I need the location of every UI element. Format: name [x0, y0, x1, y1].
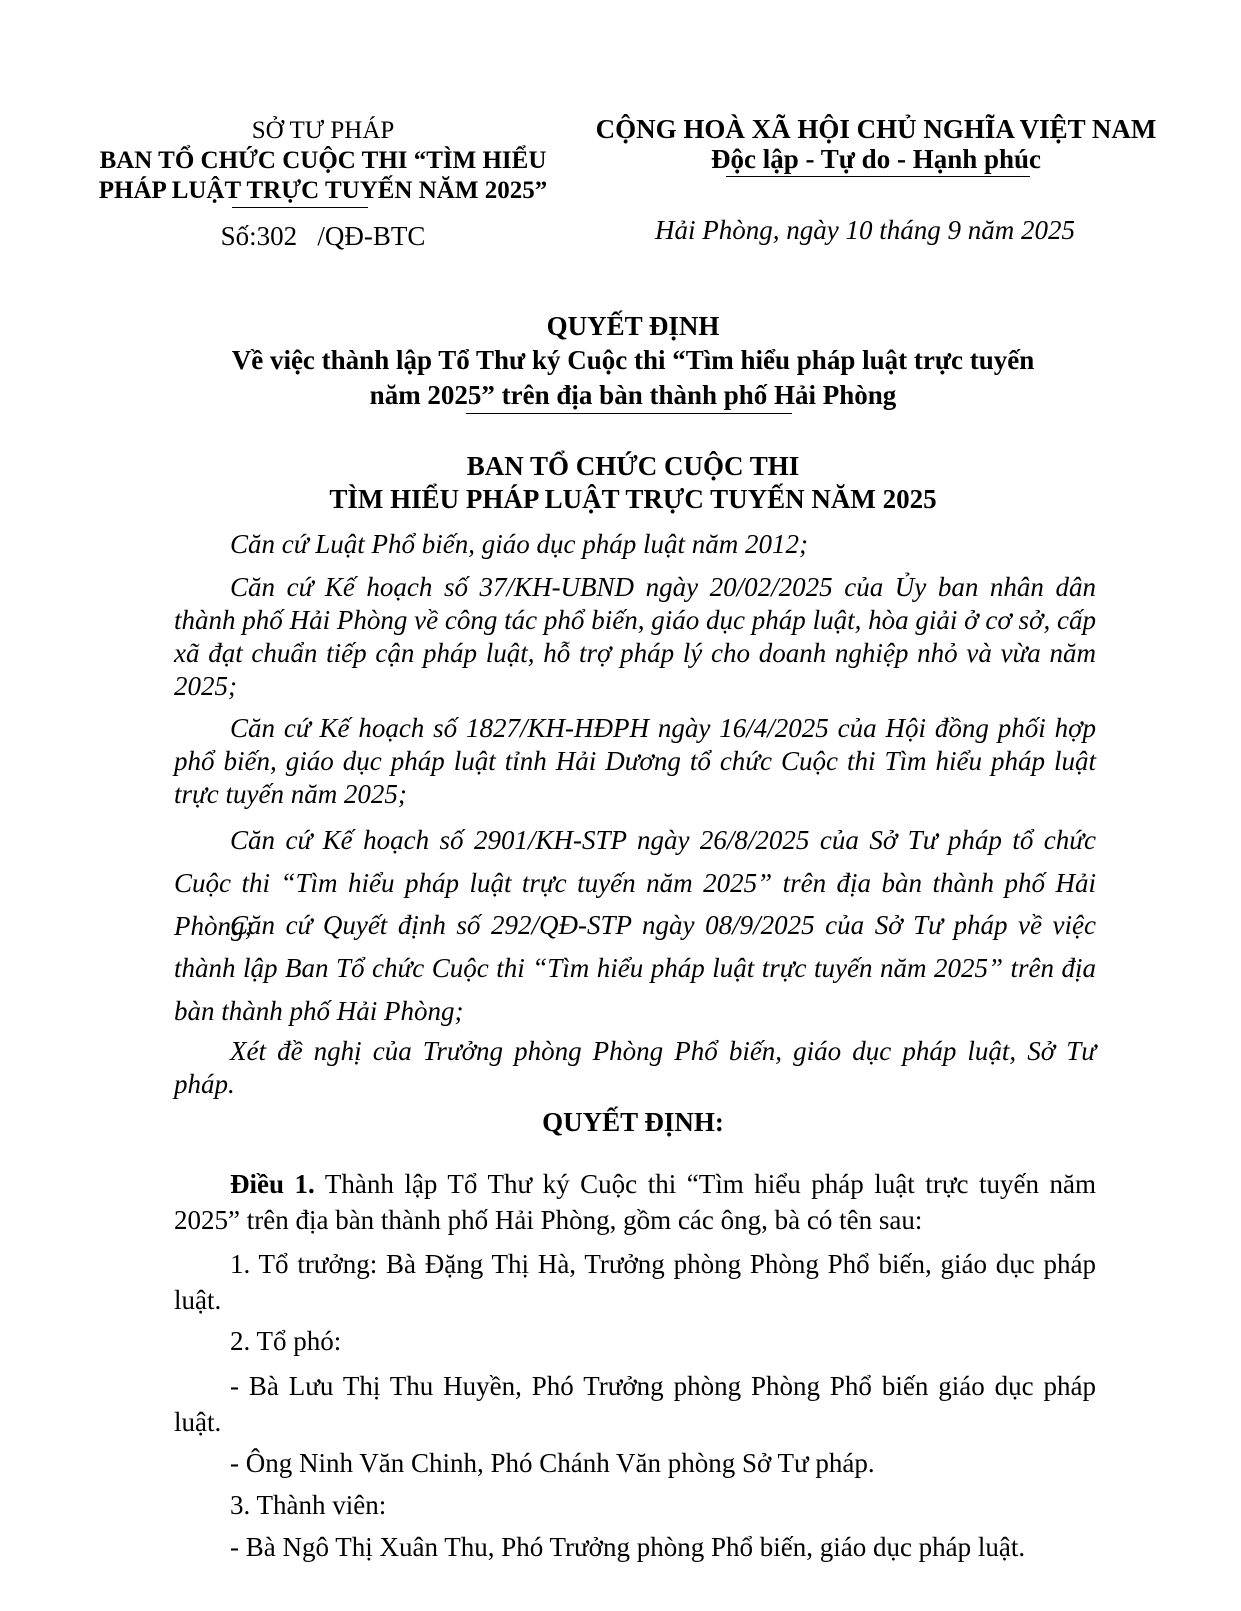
legal-basis-4: Căn cứ Kế hoạch số 2901/KH-STP ngày 26/8/2025 của Sở Tư pháp tổ chức Cuộc thi “Tìm hiểu pháp luật trực tuyến năm 2025” trên địa bàn thành phố Hải Phòng;	[174, 825, 1096, 941]
place-and-date: Hải Phòng, ngày 10 tháng 9 năm 2025	[655, 215, 1075, 245]
document-number: Số:302 /QĐ-BTC	[220, 221, 426, 251]
article-1-text: Thành lập Tổ Thư ký Cuộc thi “Tìm hiểu pháp luật trực tuyến năm 2025” trên địa bàn thành phố Hải Phòng, gồm các ông, bà có tên sau:	[174, 1169, 1096, 1235]
document-subject-line2: năm 2025” trên địa bàn thành phố Hải Phòng	[369, 380, 897, 410]
decision-heading: QUYẾT ĐỊNH:	[542, 1107, 724, 1137]
organizer-name-line2: PHÁP LUẬT TRỰC TUYẾN NĂM 2025”	[98, 177, 548, 204]
title-underline	[466, 413, 792, 414]
header-left-underline	[232, 207, 368, 208]
organizer-name-line1: BAN TỔ CHỨC CUỘC THI “TÌM HIỂU	[99, 147, 547, 174]
header-right-underline	[726, 176, 1030, 177]
secretariat-leader: 1. Tổ trưởng: Bà Đặng Thị Hà, Trưởng phòng Phòng Phổ biến, giáo dục pháp luật.	[174, 1249, 1096, 1315]
legal-basis-2: Căn cứ Kế hoạch số 37/KH-UBND ngày 20/02/2025 của Ủy ban nhân dân thành phố Hải Phòng về công tác phổ biến, giáo dục pháp luật, hòa giải ở cơ sở, cấp xã đạt chuẩn tiếp cận pháp luật, hỗ trợ pháp lý cho doanh nghiệp nhỏ và vừa năm 2025;	[174, 572, 1096, 701]
legal-basis-3: Căn cứ Kế hoạch số 1827/KH-HĐPH ngày 16/4/2025 của Hội đồng phối hợp phổ biến, giáo dục pháp luật tỉnh Hải Dương tổ chức Cuộc thi Tìm hiểu pháp luật trực tuyến năm 2025;	[174, 713, 1096, 809]
deputy-heading: 2. Tổ phó:	[230, 1326, 342, 1356]
document-subject-line1: Về việc thành lập Tổ Thư ký Cuộc thi “Tìm hiểu pháp luật trực tuyến	[231, 345, 1035, 375]
document-title: QUYẾT ĐỊNH	[546, 311, 720, 341]
legal-basis-6: Xét đề nghị của Trưởng phòng Phòng Phổ biến, giáo dục pháp luật, Sở Tư pháp.	[174, 1036, 1096, 1099]
national-motto: Độc lập - Tự do - Hạnh phúc	[710, 144, 1042, 174]
members-heading: 3. Thành viên:	[230, 1490, 387, 1520]
department-name: SỞ TƯ PHÁP	[251, 117, 395, 144]
authority-line2: TÌM HIỂU PHÁP LUẬT TRỰC TUYẾN NĂM 2025	[329, 484, 937, 514]
member-1: - Bà Ngô Thị Xuân Thu, Phó Trưởng phòng Phổ biến, giáo dục pháp luật.	[230, 1532, 1026, 1562]
authority-line1: BAN TỔ CHỨC CUỘC THI	[466, 451, 800, 481]
deputy-member-2: - Ông Ninh Văn Chinh, Phó Chánh Văn phòng Sở Tư pháp.	[230, 1448, 875, 1478]
article-1	[174, 1166, 1096, 1238]
country-name: CỘNG HOÀ XÃ HỘI CHỦ NGHĨA VIỆT NAM	[595, 114, 1157, 144]
legal-basis-1: Căn cứ Luật Phổ biến, giáo dục pháp luật năm 2012;	[230, 529, 808, 559]
legal-basis-5: Căn cứ Quyết định số 292/QĐ-STP ngày 08/9/2025 của Sở Tư pháp về việc thành lập Ban Tổ chức Cuộc thi “Tìm hiểu pháp luật trực tuyến năm 2025” trên địa bàn thành phố Hải Phòng;	[174, 910, 1096, 1026]
deputy-member-1: - Bà Lưu Thị Thu Huyền, Phó Trưởng phòng Phòng Phổ biến giáo dục pháp luật.	[174, 1371, 1096, 1437]
article-1-label: Điều 1.	[230, 1169, 315, 1199]
